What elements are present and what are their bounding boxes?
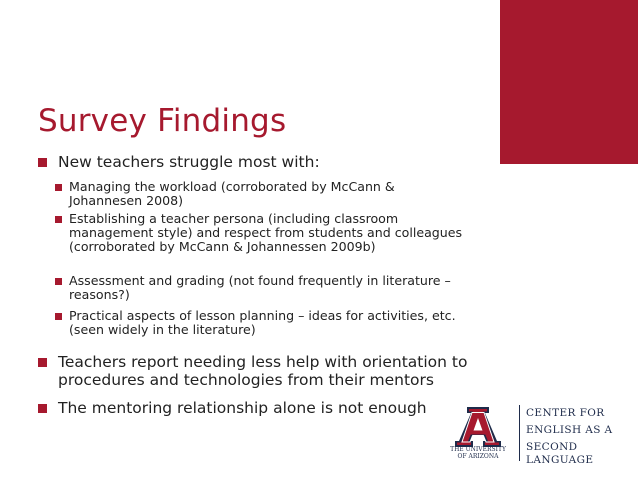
bullet-icon (55, 216, 62, 223)
center-name-line: ENGLISH AS A (526, 424, 613, 436)
sub-bullet-item (55, 274, 469, 302)
bullet-item (38, 153, 320, 171)
sub-bullet-text: Establishing a teacher persona (including classroom management style) and respect from students and colleagues (corroborated by McCann & Johannessen 2009b) (69, 211, 463, 255)
bullet-text: The mentoring relationship alone is not enough (58, 399, 427, 417)
bullet-icon (38, 358, 47, 367)
bullet-icon (38, 158, 47, 167)
bullet-text: Teachers report needing less help with orientation to procedures and technologies from their mentors (58, 353, 468, 389)
bullet-icon (55, 278, 62, 285)
sub-bullet-item (55, 309, 469, 337)
bullet-item (38, 353, 478, 389)
bullet-icon (55, 313, 62, 320)
slide-title: Survey Findings (38, 103, 287, 139)
bullet-icon (38, 404, 47, 413)
bullet-icon (55, 184, 62, 191)
sub-bullet-item (55, 212, 469, 255)
sub-bullet-text: Managing the workload (corroborated by McCann & Johannesen 2008) (69, 179, 395, 209)
sub-bullet-text: Assessment and grading (not found frequently in literature – reasons?) (69, 273, 451, 303)
university-name: THE UNIVERSITY OF ARIZONA (450, 446, 506, 460)
accent-block (500, 0, 638, 164)
sub-bullet-item (55, 180, 469, 208)
center-name-line: CENTER FOR (526, 407, 605, 419)
bullet-text: New teachers struggle most with: (58, 153, 320, 171)
bullet-item (38, 399, 478, 417)
sub-bullet-text: Practical aspects of lesson planning – ideas for activities, etc. (seen widely in the literature) (69, 308, 456, 338)
center-name-line: SECOND LANGUAGE (526, 441, 594, 466)
